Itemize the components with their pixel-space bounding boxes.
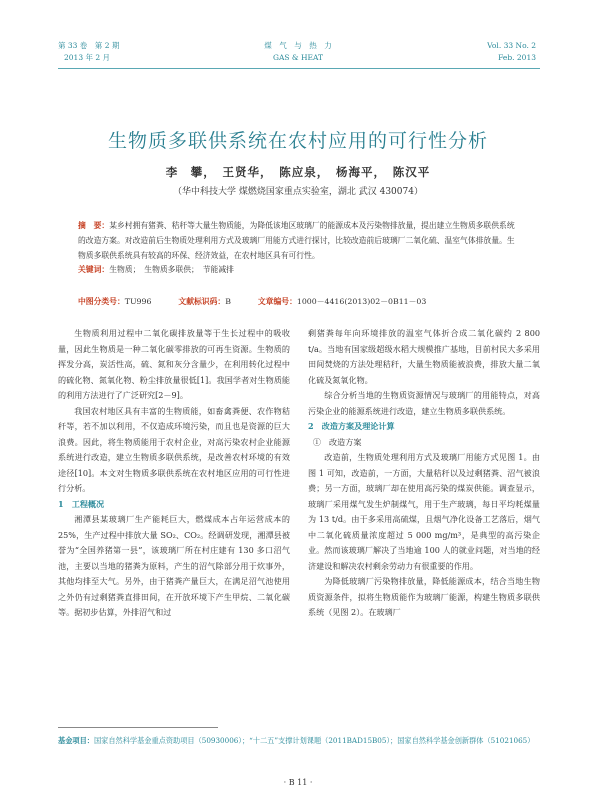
- funding-label: 基金项目：: [58, 736, 94, 745]
- author-list: 李 攀， 王贤华， 陈应泉， 杨海平， 陈汉平: [165, 165, 431, 179]
- keywords-text: 生物质； 生物质多联供； 节能减排: [109, 265, 234, 275]
- page-number: · B 11 ·: [283, 778, 313, 787]
- paragraph: 改造前，生物质处理利用方式及玻璃厂用能方式见图 1。由图 1 可知，改造前，一方面，大量秸秆以及过剩猪粪、沼气被浪费；另一方面，玻璃厂却在使用高污染的煤炭供能。调查显示，玻璃厂采用煤气发生炉制煤气，用于生产玻璃，每日平均耗煤量为 13 t/d。由于多采用高硫煤，且烟气净化设备工艺落后，烟气中二氧化硫质量浓度超过 5 000 mg/m³，是典型的高污染企业。然而该玻璃厂解决了当地逾 100 人的就业问题，对当地的经济建设和解决农村剩余劳动力有很重要的作用。: [308, 452, 540, 571]
- paragraph: 为降低玻璃厂污染物排放量，降低能源成本，结合当地生物质资源条件，拟将生物质能作为玻璃厂能源，构建生物质多联供系统（见图 2）。在玻璃厂: [308, 576, 540, 617]
- body-column-left: [58, 326, 290, 621]
- article-id-label: 文章编号：: [257, 297, 297, 306]
- journal-name-en: GAS & HEAT: [272, 53, 323, 62]
- abstract: [78, 219, 518, 263]
- paragraph: 剩猪粪每年向环境排放的温室气体折合成二氧化碳约 2 800 t/a。当地有国家级超级水稻大规模推广基地，目前村民大多采用田间焚烧的方法处理秸秆，大量生物质能被浪费，排放大量二氧化硫及氮氧化物。: [308, 328, 540, 385]
- section-heading: 2 改造方案及理论计算: [308, 421, 395, 431]
- clc-label: 中图分类号：: [78, 297, 125, 306]
- paragraph: 综合分析当地的生物质资源情况与玻璃厂的用能特点，对高污染企业的能源系统进行改造，建立生物质多联供系统。: [308, 390, 540, 416]
- abstract-text: 某乡村拥有猪粪、秸秆等大量生物质能，为降低该地区玻璃厂的能源成本及污染物排放量，提出建立生物质多联供系统的改造方案。对改造前后生物质处理利用方式及玻璃厂用能方式进行探讨，比较改造前后玻璃厂二氧化硫、温室气体排放量。生物质多联供系统具有较高的环保、经济效益，在农村地区具有可行性。: [78, 221, 515, 260]
- footnote-divider: [58, 727, 218, 728]
- doc-code-value: B: [225, 297, 231, 306]
- abstract-label: 摘 要：: [78, 221, 110, 230]
- volume-issue: 第 33 卷 第 2 期: [58, 41, 120, 50]
- classification-line: [78, 296, 538, 307]
- year-month: 2013 年 2 月: [64, 53, 111, 62]
- header-divider: [58, 68, 540, 69]
- month-year-en: Feb. 2013: [498, 53, 536, 62]
- doc-code-label: 文献标识码：: [178, 297, 226, 306]
- abstract-block: [78, 219, 518, 278]
- paragraph: 生物质利用过程中二氧化碳排放量等于生长过程中的吸收量，因此生物质是一种二氧化碳零排放的可再生资源。生物质的挥发分高，炭活性高，硫、氮和灰分含量少，在利用转化过程中的硫化物、氮氧化物、粉尘排放量很低[1]。我国学者对生物质能的利用方法进行了广泛研究[2－9]。: [58, 328, 290, 400]
- paper-title: 生物质多联供系统在农村应用的可行性分析: [107, 130, 488, 152]
- volume-issue-en: Vol. 33 No. 2: [487, 41, 536, 50]
- journal-volume-info-en: [487, 40, 536, 64]
- journal-name-cn: 煤 气 与 热 力: [264, 41, 332, 50]
- paragraph: 湘潭县某玻璃厂生产能耗巨大，燃煤成本占年运营成本的 25%，生产过程中排放大量 SO₂、CO₂。经调研发现，湘潭县被誉为“全国养猪第一县”，该玻璃厂所在村庄建有 130 多口沼气池，主要以当地的猪粪为原料，产生的沼气除部分用于炊事外，其他均排至大气。另外，由于猪粪产量巨大，在满足沼气池使用之外仍有过剩猪粪直排田间，在开放环境下产生甲烷、二氧化碳等。据初步估算，外排沼气和过: [58, 514, 290, 617]
- section-heading: 1 工程概况: [58, 498, 105, 509]
- keywords-label: 关键词：: [78, 265, 110, 275]
- body-column-right: [308, 326, 540, 621]
- clc-value: TU996: [124, 297, 152, 306]
- funding-text: 国家自然科学基金重点资助项目（50930006）；“十二五”支撑计划课题（2011BAD15B05）；国家自然科学基金创新群体（51021065）: [93, 736, 535, 745]
- keywords: [78, 263, 518, 278]
- article-id-value: 1000－4416(2013)02－0B11－03: [296, 297, 427, 306]
- paragraph: 我国农村地区具有丰富的生物质能，如畜禽粪便、农作物秸秆等，若不加以利用，不仅造成环境污染，而且也是资源的巨大浪费。因此，将生物质能用于农村企业，对高污染农村企业能源系统进行改造，建立生物质多联供系统，是改善农村环境的有效途径[10]。本文对生物质多联供系统在农村地区应用的可行性进行分析。: [58, 405, 290, 493]
- funding-footnote: [58, 735, 540, 747]
- subsection-heading: ① 改造方案: [312, 436, 362, 447]
- affiliation: （华中科技大学 煤燃烧国家重点实验室，湖北 武汉 430074）: [173, 187, 423, 197]
